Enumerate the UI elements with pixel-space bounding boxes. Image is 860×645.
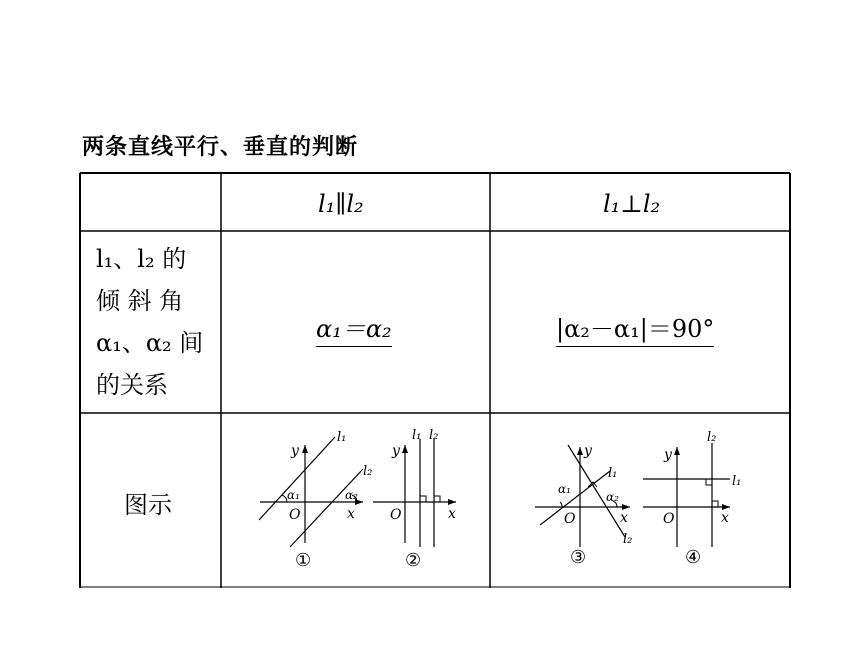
figure-1 bbox=[245, 425, 375, 570]
fig3-y-label: y bbox=[584, 443, 592, 459]
parallel-relation: α₁＝α₂ bbox=[316, 309, 392, 347]
row1-label-line3: α₁、α₂ 间 bbox=[96, 329, 204, 357]
fig3-a2-label: α₂ bbox=[606, 490, 619, 504]
fig3-number: ③ bbox=[570, 547, 587, 568]
row1-label-line2: 倾 斜 角 bbox=[96, 287, 184, 315]
page-title: 两条直线平行、垂直的判断 bbox=[82, 135, 359, 160]
fig4-l1-label: l₁ bbox=[732, 474, 742, 489]
fig4-l2-label: l₂ bbox=[707, 430, 717, 445]
perpendicular-relation: |α₂－α₁|＝90° bbox=[556, 309, 714, 347]
fig3-a1-label: α₁ bbox=[558, 482, 571, 496]
fig1-l1-label: l₁ bbox=[337, 430, 347, 445]
figure-2 bbox=[368, 425, 468, 570]
fig1-y-label: y bbox=[291, 443, 299, 459]
fig2-x-label: x bbox=[448, 506, 456, 522]
fig2-l2-label: l₂ bbox=[429, 428, 439, 443]
fig1-number: ① bbox=[295, 550, 312, 570]
fig3-o-label: O bbox=[564, 511, 576, 527]
fig3-l1-label: l₁ bbox=[608, 466, 618, 481]
row2-label: 图示 bbox=[124, 491, 172, 519]
fig2-o-label: O bbox=[390, 507, 402, 523]
figure-4 bbox=[635, 425, 750, 570]
header-perpendicular: l₁⊥l₂ bbox=[603, 190, 661, 218]
fig4-number: ④ bbox=[685, 547, 702, 568]
row1-label-line4: 的关系 bbox=[96, 371, 168, 399]
fig1-x-label: x bbox=[347, 506, 355, 522]
fig3-l2-label: l₂ bbox=[623, 532, 633, 547]
fig1-l2-label: l₂ bbox=[363, 464, 373, 479]
row1-label-line1: l₁、l₂ 的 bbox=[96, 245, 187, 273]
fig2-number: ② bbox=[405, 550, 422, 570]
fig4-y-label: y bbox=[664, 447, 672, 463]
fig3-x-label: x bbox=[620, 510, 628, 526]
figure-3 bbox=[530, 425, 645, 570]
fig1-a1-label: α₁ bbox=[287, 488, 300, 502]
fig4-o-label: O bbox=[663, 511, 675, 527]
fig2-y-label: y bbox=[392, 443, 400, 459]
fig1-o-label: O bbox=[289, 507, 301, 523]
fig4-x-label: x bbox=[721, 510, 729, 526]
fig2-l1-label: l₁ bbox=[412, 428, 422, 443]
fig1-a2-label: α₂ bbox=[345, 488, 358, 502]
header-parallel: l₁∥l₂ bbox=[318, 190, 364, 218]
